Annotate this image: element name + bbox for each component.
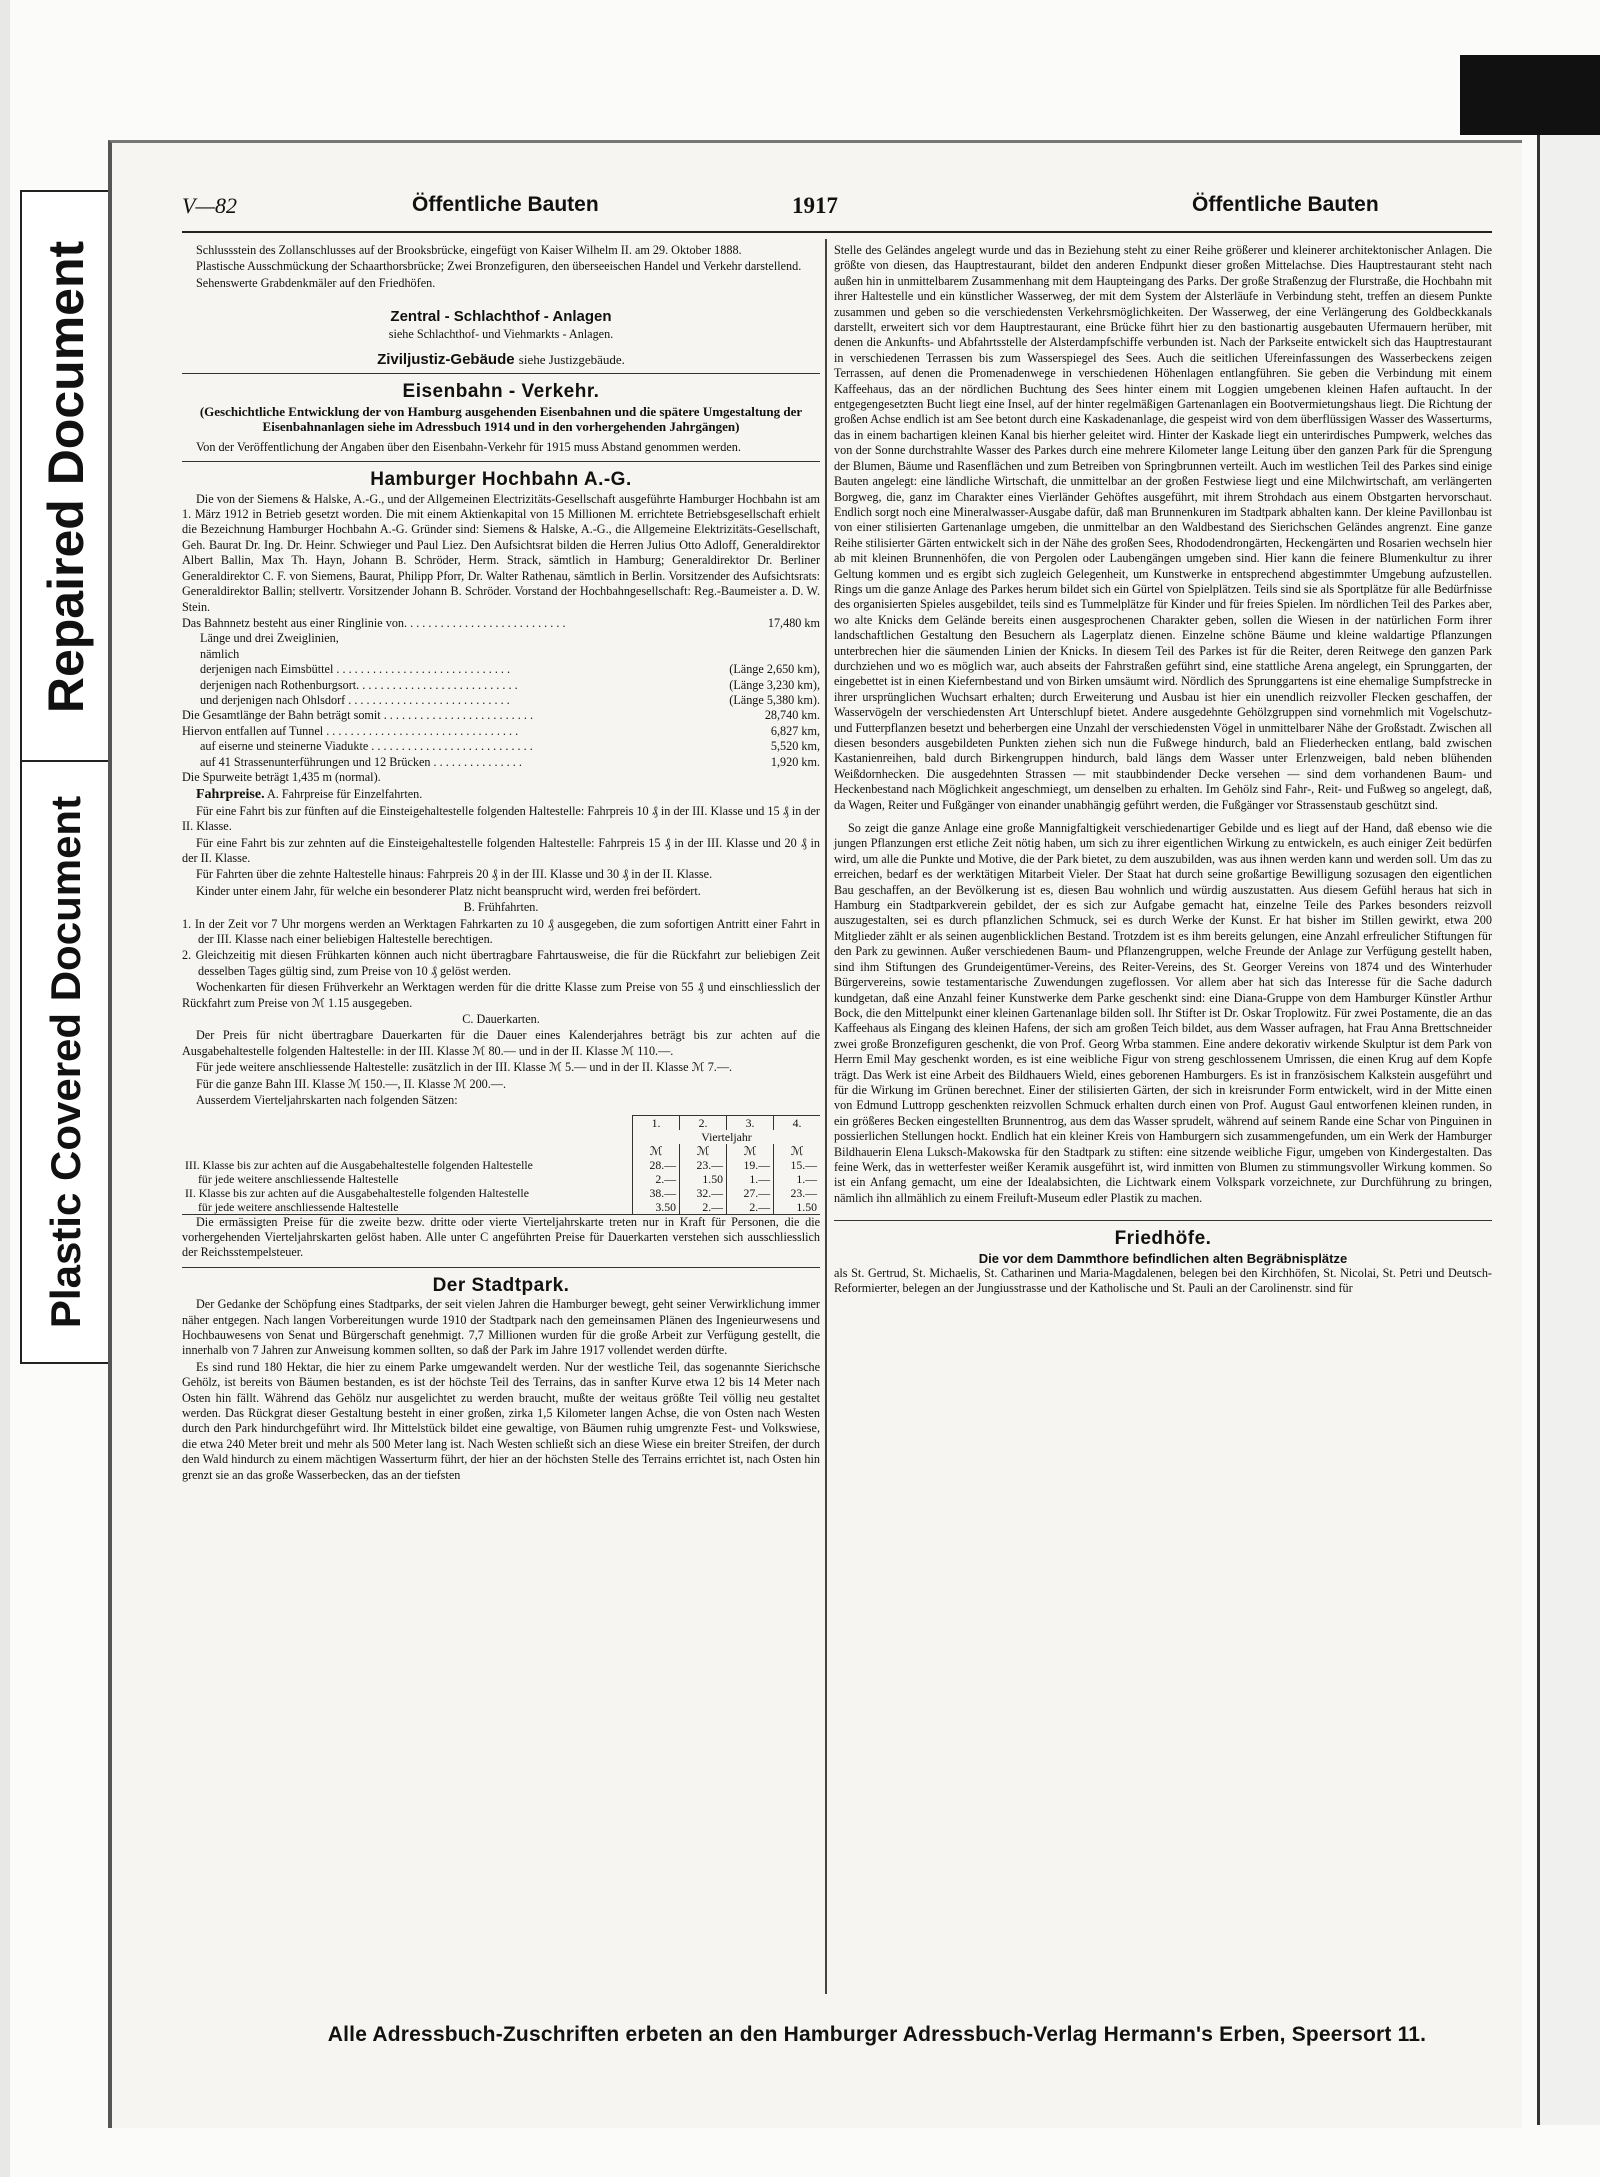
header-rule	[182, 231, 1492, 233]
hochbahn-paragraph: Die von der Siemens & Halske, A.-G., und der Allgemeinen Electrizitäts-Gesellschaft ausgeführte Hamburger Hochbahn ist am 1. März 1912 in Betrieb gesetzt worden. Die mit einem Aktienkapital von 15 Millionen M. errichtete Betriebsgesellschaft erhielt die Bezeichnung Hamburger Hochbahn A.-G. Gründer sind: Siemens & Halske, A.-G., die Allgemeine Elektrizitäts-Gesellschaft, Geh. Baurat Dr. Ing. Dr. Heinr. Schwieger und Paul Liez. Den Aufsichtsrat bilden die Herren Julius Otto Adloff, Generaldirektor Albert Ballin, Max Th. Hayn, Johann B. Schröder, Herm. Strack, sämtlich in Hamburg; Generaldirektor Dr. Berliner Generaldirektor C. F. von Siemens, Baurat, Philipp Pforr, Dr. Walter Rathenau, sämtlich in Berlin. Vorsitzender des Aufsichtsrats: Generaldirektor Ballin; stellvertr. Vorsitzender Johann B. Schröder. Vorstand der Hochbahngesellschaft: Reg.-Baumeister a. D. W. Stein.	[182, 491, 820, 614]
hochbahn-heading: Hamburger Hochbahn A.-G.	[370, 469, 632, 491]
network-value	[700, 647, 820, 662]
repaired-document-text: Repaired Document	[38, 240, 95, 714]
vj-caption: Vierteljahr	[633, 1130, 821, 1144]
network-row	[182, 678, 820, 693]
friedhoefe-heading: Friedhöfe.	[1114, 1228, 1212, 1250]
friedhoefe-subtitle: Die vor dem Dammthore befindlichen alten Begräbnisplätze	[978, 1250, 1348, 1266]
vj-header-blank	[182, 1115, 633, 1130]
vj-col-header: 4.	[774, 1115, 821, 1130]
wochenkarten-paragraph: Wochenkarten für diesen Frühverkehr an Werktagen werden für die dritte Klasse zum Preise von 55 ₰ und einschliesslich der Rückfahrt zum Preise von ℳ 1.15 ausgegeben.	[182, 980, 820, 1010]
stadtpark-paragraph: Es sind rund 180 Hektar, die hier zu einem Parke umgewandelt werden. Nur der westliche Teil, das sogenannte Sierichsche Gehölz, ist bereits von Bäumen bestanden, es ist der höchste Teil des Terrains, das in sanfter Kurve etwa 12 bis 14 Meter nach Osten hin fällt. Während das Gehölz nur ausgelichtet zu werden braucht, mußte der weitaus größte Teil völlig neu gestaltet werden. Das Rückgrat dieser Gestaltung besteht in einer großen, zirka 1,5 Kilometer langen Achse, die von Osten nach Westen durch den Park hindurchgeführt wird. Ihr Mittelstück bildet eine gewaltige, von Bäumen ruhig umgrenzte Fest- und Volkswiese, die etwa 240 Meter breit und mehr als 500 Meter lang ist. Nach Westen schließt sich an diese Wiese ein breiter Streifen, der durch den Wald hindurch zu einem mächtigen Wasserturm führt, der hier an der höchsten Stelle des Terrains errichtet ist, nach Osten hin grenzt sie an das große Wasserbecken, das an der tiefsten	[182, 1359, 820, 1482]
dauerkarten-paragraph: Der Preis für nicht übertragbare Dauerkarten für die Dauer eines Kalenderjahres beträgt bis zur achten auf die Ausgabehaltestelle folgenden Haltestelle: in der III. Klasse ℳ 80.— und in der II. Klasse ℳ 110.—.	[182, 1028, 820, 1058]
stadtpark-heading: Der Stadtpark.	[432, 1274, 570, 1296]
network-row	[182, 755, 820, 770]
vj-row-label: für jede weitere anschliessende Haltestelle	[182, 1200, 633, 1215]
table-row	[182, 1186, 820, 1200]
section-rule	[834, 1220, 1492, 1221]
eisenbahn-note: Von der Veröffentlichung der Angaben über den Eisenbahn-Verkehr für 1915 muss Abstand genommen werden.	[196, 439, 741, 454]
header-right-title: Öffentliche Bauten	[1192, 193, 1379, 216]
network-row	[182, 647, 820, 662]
vj-cell: 1.50	[774, 1200, 821, 1215]
network-label: Das Bahnnetz besteht aus einer Ringlinie von. . . . . . . . . . . . . . . . . . . . . . . . . . .	[182, 615, 566, 630]
vj-cell: 38.—	[633, 1186, 680, 1200]
vj-row-label: III. Klasse bis zur achten auf die Ausgabehaltestelle folgenden Haltestelle	[185, 1157, 533, 1172]
stadtpark-paragraph: Der Gedanke der Schöpfung eines Stadtparks, der seit vielen Jahren die Hamburger bewegt, geht seiner Verwirklichung immer näher entgegen. Nach langen Vorbereitungen wurde 1910 der Stadtpark nach den gemeinsamen Plänen des Ingenieurwesens und Hochbauwesens von Senat und Bürgerschaft genehmigt. 7,7 Millionen wurden für die große Arbeit zur Verfügung gestellt, die innerhalb von 7 Jahren zur Anweisung kommen sollten, so daß der Park im Jahre 1917 vollendet werden dürfte.	[182, 1297, 820, 1358]
vj-unit-row	[182, 1144, 820, 1158]
vj-unit: ℳ	[680, 1144, 727, 1158]
network-value: (Länge 5,380 km).	[729, 692, 820, 707]
network-value: 1,920 km.	[770, 754, 820, 769]
table-row	[182, 1172, 820, 1186]
zentral-heading	[182, 309, 820, 324]
fahrpreise-heading: Fahrpreise.	[196, 787, 265, 803]
fahrpreise-paragraph: Für eine Fahrt bis zur zehnten auf die Einsteigehaltestelle folgenden Haltestelle: Fahrpreis 15 ₰ in der III. Klasse und 20 ₰ in der II. Klasse.	[182, 835, 820, 865]
vj-cell: 27.—	[727, 1186, 774, 1200]
black-scan-bar	[1460, 55, 1600, 135]
network-label: Länge und drei Zweiglinien,	[200, 631, 339, 646]
vj-col-header: 2.	[680, 1115, 727, 1130]
section-rule	[182, 373, 820, 374]
document-page	[108, 140, 1522, 2128]
plastic-covered-text: Plastic Covered Document	[42, 795, 90, 1329]
left-scan-edge	[0, 0, 10, 2177]
vj-col-header: 3.	[727, 1115, 774, 1130]
vj-note: Die ermässigten Preise für die zweite bezw. dritte oder vierte Vierteljahrskarte treten nur in Kraft für Personen, die die vorhergehenden Vierteljahrskarten gelöst haben. Alle unter C angeführten Preise für Dauerkarten verstehen sich ausschliesslich der Reichsstempelsteuer.	[182, 1214, 820, 1260]
zentral-reference: siehe Schlachthof- und Viehmarkts - Anlagen.	[388, 326, 614, 341]
intro-paragraph: Schlussstein des Zollanschlusses auf der Brooksbrücke, eingefügt von Kaiser Wilhelm II. am 29. Oktober 1888.	[196, 243, 742, 257]
friedhoefe-paragraph: als St. Gertrud, St. Michaelis, St. Catharinen und Maria-Magdalenen, belegen bei den Kirchhöfen, St. Nicolai, St. Petri und Deutsch-Reformierter, belegen an der Jungiusstrasse und der Katholische und St. Pauli an der Carolinenstr. sind für	[834, 1265, 1492, 1295]
fruehfahrten-item: 1. In der Zeit vor 7 Uhr morgens werden an Werktagen Fahrkarten zu 10 ₰ ausgegeben, die zum sofortigen Antritt einer Fahrt in der III. Klasse nach einer beliebigen Haltestelle berechtigen.	[182, 916, 820, 947]
eisenbahn-heading: Eisenbahn - Verkehr.	[402, 381, 600, 403]
zivil-heading	[182, 352, 820, 367]
vj-cell: 32.—	[680, 1186, 727, 1200]
vj-cell: 3.50	[633, 1200, 680, 1215]
repaired-document-label	[20, 190, 112, 764]
plastic-covered-label	[20, 760, 112, 1364]
section-rule	[182, 1267, 820, 1268]
vj-unit: ℳ	[727, 1144, 774, 1158]
vj-header-row	[182, 1115, 820, 1130]
dauerkarten-paragraph: Für jede weitere anschliessende Haltestelle: zusätzlich in der III. Klasse ℳ 5.— und in der II. Klasse ℳ 7.—.	[196, 1060, 733, 1075]
left-column	[182, 243, 820, 1484]
fruehfahrten-item: 2. Gleichzeitig mit diesen Frühkarten können auch nicht übertragbare Fahrtausweise, die für die Rückfahrt zur beliebigen Zeit desselben Tages gültig sind, zum Preise von 10 ₰ gelöst werden.	[182, 948, 820, 978]
vj-cell: 23.—	[774, 1186, 821, 1200]
intro-paragraph: Plastische Ausschmückung der Schaarthorsbrücke; Zwei Bronzefiguren, den überseeischen Handel und Verkehr darstellend.	[196, 259, 802, 274]
vj-cell: 28.—	[633, 1158, 680, 1172]
network-label: derjenigen nach Rothenburgsort. . . . . . . . . . . . . . . . . . . . . . . . . . .	[200, 677, 518, 692]
vj-unit: ℳ	[633, 1144, 680, 1158]
network-label: nämlich	[200, 646, 240, 661]
dauerkarten-paragraph: Für die ganze Bahn III. Klasse ℳ 150.—, II. Klasse ℳ 200.—.	[196, 1076, 507, 1091]
vj-cell: 2.—	[727, 1200, 774, 1215]
network-value: 17,480 km	[767, 615, 820, 630]
table-row	[182, 1158, 820, 1172]
network-row	[182, 770, 820, 785]
vierteljahr-table	[182, 1115, 820, 1215]
eisenbahn-subtitle: (Geschichtliche Entwicklung der von Hamburg ausgehenden Eisenbahnen und die spätere Umgestaltung der Eisenbahnanlagen siehe im Adressbuch 1914 und in den vorhergehenden Jahrgängen)	[199, 403, 803, 434]
network-value: (Länge 2,650 km),	[729, 662, 820, 677]
network-label: auf 41 Strassenunterführungen und 12 Brücken . . . . . . . . . . . . . . .	[200, 754, 522, 769]
column-divider	[825, 239, 827, 1994]
zivil-title: Ziviljustiz-Gebäude	[377, 351, 515, 369]
fahrpreise-paragraph: Für Fahrten über die zehnte Haltestelle hinaus: Fahrpreis 20 ₰ in der III. Klasse und 30 ₰ in der II. Klasse.	[196, 867, 713, 882]
zentral-title: Zentral - Schlachthof - Anlagen	[390, 308, 612, 326]
network-row	[182, 693, 820, 708]
zivil-reference: siehe Justizgebäude.	[518, 352, 625, 368]
page-number: V—82	[182, 193, 237, 218]
network-row	[182, 662, 820, 677]
network-row	[182, 631, 820, 646]
header-year: 1917	[792, 193, 838, 218]
vj-caption-row	[182, 1130, 820, 1144]
dauerkarten-heading: C. Dauerkarten.	[462, 1012, 540, 1027]
vj-cell: 1.—	[727, 1172, 774, 1186]
vj-cell: 2.—	[633, 1172, 680, 1186]
network-value: 6,827 km,	[770, 723, 820, 738]
section-rule	[182, 461, 820, 462]
fahrpreise-paragraph: Kinder unter einem Jahr, für welche ein besonderer Platz nicht beansprucht wird, werden frei befördert.	[196, 883, 701, 898]
network-label: Die Gesamtlänge der Bahn beträgt somit . . . . . . . . . . . . . . . . . . . . . . . . .	[182, 708, 534, 723]
intro-paragraph: Sehenswerte Grabdenkmäler auf den Friedhöfen.	[196, 275, 436, 290]
vj-cell: 15.—	[774, 1158, 821, 1172]
fahrpreise-a-heading: A. Fahrpreise für Einzelfahrten.	[266, 787, 423, 802]
network-value	[700, 770, 820, 785]
network-value: 28,740 km.	[764, 708, 820, 723]
network-label: Hiervon entfallen auf Tunnel . . . . . . . . . . . . . . . . . . . . . . . . . . . . . . . .	[182, 723, 519, 738]
network-lengths	[182, 616, 820, 785]
network-row	[182, 708, 820, 723]
vj-col-header: 1.	[633, 1115, 680, 1130]
vj-row-label: II. Klasse bis zur achten auf die Ausgabehaltestelle folgenden Haltestelle	[185, 1185, 529, 1200]
vj-cell: 1.—	[774, 1172, 821, 1186]
vj-cell: 23.—	[680, 1158, 727, 1172]
vj-cell: 1.50	[680, 1172, 727, 1186]
stadtpark-continuation: So zeigt die ganze Anlage eine große Mannigfaltigkeit verschiedenartiger Gebilde und es liegt auf der Hand, daß ebenso wie die jungen Pflanzungen erst etliche Zeit nötig haben, um sich zu ihrer eigentlichen Wirkung zu entwickeln, es auch einiger Zeit bedürfen wird, um alle die Punkte und Motive, die der Park bietet, zu dem auszubilden, was aus ihnen werden kann und werden soll. Um das zu erreichen, bedarf es der werktätigen Mitarbeit Vieler. Der Staat hat durch seine großartige Bewilligung sozusagen den eigentlichen Bau geschaffen, an der Bevölkerung ist es, diesen Bau wohnlich und würdig auszustatten. Aus diesem Gefühl heraus hat sich in Hamburg ein Stadtparkverein gebildet, der es sich zur Aufgabe gemacht hat, einzelne Teile des Parkes besonders reizvoll auszugestalten, sei es durch pflanzlichen Schmuck, sei es durch Werke der Kunst. Er hat bisher im Stillen gewirkt, etwa 200 Mitglieder zählt er als seinen augenblicklichen Bestand. Trotzdem ist es ihm bereits gelungen, eine Anzahl erfreulicher Stiftungen für den Park zu gewinnen. Außer verschiedenen Baum- und Pflanzengruppen, welche Freunde der Anlage zur Verfügung gestellt haben, sind ihm Stiftungen des Grundeigentümer-Vereins, des Reiter-Vereins, des St. Georger Vereins von 1874 und des Winterhuder Bürgervereins, sowie testamentarische Zuwendungen zugeflossen. Vor allem aber hat sich das Interesse für die Sache dadurch kundgetan, daß eine Anzahl feiner Kunstwerke dem Parke geschenkt sind: eine Diana-Gruppe von dem Hamburger Künstler Arthur Bock, die den Mittelpunkt einer kleinen Gartenanlage bilden soll. Ihr Stifter ist Dr. Oskar Troplowitz. Für zwei Postamente, die an das Kaffeehaus als Eingang des kleinen Hafens, der sich am großen Teich bildet, aus dem Wasser aufragen, hat Frau Anna Brettschneider zwei große Bronzefiguren geschenkt, die von Prof. Georg Wrba stammen. Eine andere dekorativ wirkende Skulptur ist dem Park von Herrn Emil May geschenkt worden, es ist eine weibliche Figur von streng geschlossenem Umrissen, die einen Krug auf dem Kopfe trägt. Das Werk ist eine Arbeit des Bildhauers Wield, eines geborenen Hamburgers. Es ist in französischem Kalkstein ausgeführt und für die Wirkung im Grünen berechnet. Einer der stilisierten Gärten, der sich in kreisrunder Form entwickelt, wird in der Mitte einen von Edmund Luttropp geschenkten reizvollen Schmuck erhalten durch einen von Prof. August Gaul entworfenen kleinen runden, in ein größeres Becken eingestellten Brunnentrog, aus dem das Wasser sprudelt, während auf seinem Rande eine Schar von Pinguinen in possierlichen Stellungen hockt. Endlich hat ein kleiner Kreis von Hamburgern sich zusammengefunden, um ein Werk der Hamburger Bildhauerin Elena Luksch-Makowska für den Stadtpark zu stiften: eine sitzende weibliche Figur, umgeben von Kindergestalten. Das feine Werk, das in wetterfester weißer Keramik ausgeführt ist, wird inmitten von Blumen zu stimmungsvoller Wirkung kommen. So ist ein Anfang gemacht, um eine der Idealabsichten, die Lichtwark einem Volkspark vorzeichnete, zur Durchführung zu bringen, nämlich ihn allmählich zu einem Freiluft-Museum edler Plastik zu machen.	[834, 821, 1492, 1205]
network-label: derjenigen nach Eimsbüttel . . . . . . . . . . . . . . . . . . . . . . . . . . . . .	[200, 662, 511, 677]
fahrpreise-paragraph: Für eine Fahrt bis zur fünften auf die Einsteigehaltestelle folgenden Haltestelle: Fahrpreis 10 ₰ in der III. Klasse und 15 ₰ in der II. Klasse.	[182, 803, 820, 834]
publisher-footer: Alle Adressbuch-Zuschriften erbeten an den Hamburger Adressbuch-Verlag Hermann's Erben, Speersort 11.	[327, 2023, 1427, 2046]
network-value: 5,520 km,	[770, 739, 820, 754]
table-row	[182, 1200, 820, 1215]
network-row	[182, 739, 820, 754]
network-label: und derjenigen nach Ohlsdorf . . . . . . . . . . . . . . . . . . . . . . . . . . .	[200, 692, 510, 707]
header-left-title: Öffentliche Bauten	[412, 193, 599, 216]
network-label: auf eiserne und steinerne Viadukte . . . . . . . . . . . . . . . . . . . . . . . . . . .	[200, 739, 533, 754]
fruehfahrten-heading: B. Frühfahrten.	[463, 900, 539, 915]
network-row	[182, 724, 820, 739]
network-value	[700, 631, 820, 646]
vj-cell: 19.—	[727, 1158, 774, 1172]
vj-cell: 2.—	[680, 1200, 727, 1215]
network-label: Die Spurweite beträgt 1,435 m (normal).	[182, 769, 381, 784]
network-value: (Länge 3,230 km),	[729, 677, 820, 692]
fahrpreise-intro	[182, 787, 820, 802]
next-page-edge	[1537, 135, 1600, 2125]
stadtpark-continuation: Stelle des Geländes angelegt wurde und das in Beziehung steht zu einer Reihe größerer und kleinerer architektonischer Anlagen. Die größte von diesen, das Hauptrestaurant, bildet den anderen Endpunkt dieser großen Mittelachse. Dies Hauptrestaurant steht nach außen hin in unmittelbarem Zusammenhang mit dem Haupteingang des Parks. Der große Straßenzug der Flurstraße, die Hochbahn mit ihrer Haltestelle und ein künstlicher Wasserweg, der mit dem System der Alsterläufe in Verbindung steht, treffen an diesem Punkte zusammen und geben so die verschiedensten Verkehrsmöglichkeiten. Der Wasserweg, der eine Verlängerung des Goldbeckkanals darstellt, erweitert sich vor dem Hauptrestaurant, eine Brücke führt hier zu den bastionartig ausgebauten Ufermauern herüber, mit denen die Ankunfts- und Abfahrtsstelle der Alsterdampfschiffe verbunden ist. Nach der Parkseite entwickelt sich das Hauptrestaurant in verschiedenen Terrassen bis zum Wasserspiegel des Sees. Auch die seitlichen Ufereinfassungen des Wasserbeckens zeigen Terrassen, auf denen die Promenadenwege in verschiedenen Höhenlagen entlangführen. Sie geben die Verbindung mit einem Kaffeehaus, das an der nördlichen Buchtung des Sees hinter einem mit Loggien umgebenen kleinen Hafen auftaucht. In der entgegengesetzten Bucht liegt eine Insel, auf der hinter regelmäßigen Gartenanlagen ein Bootvermietungshaus liegt. Die Richtung der großen Achse endlich ist am See betont durch eine Kaskadenanlage, die gespeist wird von dem überflüssigen Wasser des Wasserturms, das in einem bachartigen kleinen Kanal bis hierher geleitet wird. Hinter der Kaskade liegt ein unterirdisches Pumpwerk, welches das von der Sonne durchstrahlte Wasser des Parkes durch eine mehrere Kilometer lange Leitung über den ganzen Park für die Sprengung der Blumen, Bäume und Rasenflächen und zum Betreiben von Springbrunnen verteilt. Auch im westlichen Teil des Parkes sind einige Bauten angelegt: eine ländliche Wirtschaft, die unmittelbar an der großen Festwiese liegt und eine Milchwirtschaft, am verlängerten Borgweg, die, ganz im Charakter eines Vierländer Gehöftes ausgeführt, mit ihrem Strohdach aus einem Obstgarten hervorschaut. Endlich sorgt noch eine Mineralwasser-Ausgabe dafür, daß man Brunnenkuren im Stadtpark abhalten kann. Der kleine Pavillonbau ist von einer stilisierten Gartenanlage umgeben, die unmittelbar an den Waldbestand des Sierichschen Geländes angrenzt. Eine ganze Reihe stilisierter Gärten entwickelt sich in der Nähe des großen Sees, Rhododendrongärten, Heckengärten und Rosarien wechseln hier ab mit kleinen Brunnenhöfen, die von Pergolen oder Laubengängen umgeben sind. Hier kann die feinere Blumenkultur zu ihrer Geltung kommen und es ergibt sich zugleich Gelegenheit, um Kunstwerke in entsprechend abgestimmter Umgebung aufzustellen. Rings um die ganze Anlage des Parkes herum bildet sich ein Gürtel von Spielplätzen. Teils sind sie als Sportplätze für alle Bedürfnisse des organisierten Spieles ausgebildet, teils sind es Tummelplätze für Kinder und für freies Spielen. Im nördlichen Teil des Parkes aber, wo alte Knicks dem Gelände bereits einen ausgesprochenen Charakter geben, sollen die Wiesen in der natürlichen Form ihrer landschaftlichen Gestaltung den Besuchern als Lagerplatz dienen. Einzelne schöne Bäume und kleine waldartige Pflanzungen unterbrechen hier die säumenden Linien der Knicks. In diesem Teil des Parkes ist für die Reiter, deren Reitwege den ganzen Park durchziehen und wo es möglich war, auch abseits der Fahrstraßen geführt sind, eine stattliche Arena angelegt, ein Sprunggarten, der eingebettet ist in einen Kiefernbestand und von Birken umsäumt wird. Nördlich des Sprunggartens ist eine ehemalige Sumpfstrecke in ihrer ursprünglichen Wuchsart erhalten; durch Erweiterung und Ausbau ist hier ein unendlich reizvoller Flecken geschaffen, der Wasservögeln der verschiedensten Art Unterschlupf bietet. Andere ausgedehnte Gehölzgruppen sind vornehmlich mit Vogelschutz- und Futterpflanzen besetzt und beherbergen eine Unzahl der verschiedensten Vögel in unmittelbarer Nähe der Großstadt. Zwischen all diesen besonders ausgebildeten Punkten ziehen sich nun die Fußwege hindurch, bald an Fliederhecken entlang, bald zwischen Kastanienreihen, bald durch Birkengruppen hindurch, bald längs dem Wasser unter Erlenzweigen, bald neben blühenden Weißdornhecken. Die ausgedehnten Strassen — mit staubbindender Decke versehen — sind dem vorhandenen Baum- und Heckenbestand nach Möglichkeit angeschmiegt, um denselben zu erhalten. Im Gehölz sind Fahr-, Reit- und Fußweg so angelegt, daß, da Wagen, Reiter und Fußgänger von einander unabhängig geführt werden, die Fußgänger vor Strassenstaub geschützt sind.	[834, 243, 1492, 812]
network-row	[182, 616, 820, 631]
vj-unit: ℳ	[774, 1144, 821, 1158]
dauerkarten-paragraph: Ausserdem Vierteljahrskarten nach folgenden Sätzen:	[196, 1093, 458, 1108]
right-column	[834, 243, 1492, 1297]
vj-row-label: für jede weitere anschliessende Haltestelle	[198, 1171, 399, 1186]
